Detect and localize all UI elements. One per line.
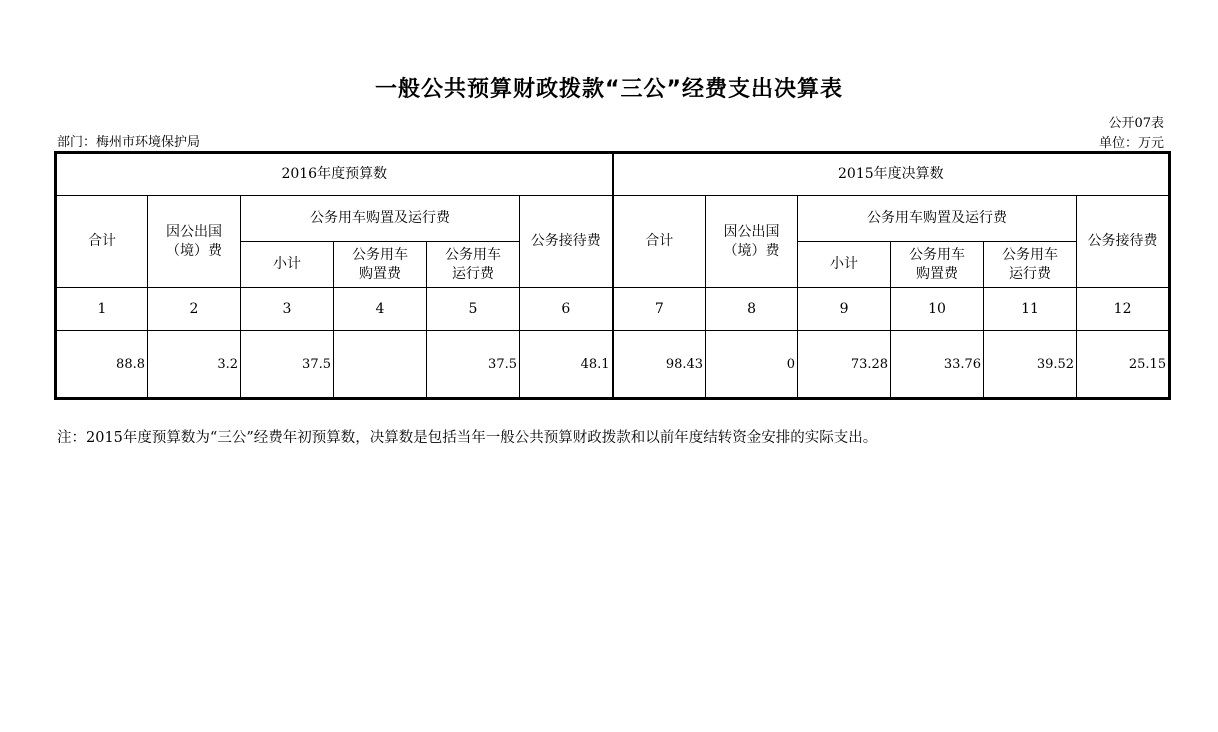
header-operation-2015-line2: 运行费 [1009,265,1052,282]
header-operation-2016-line1: 公务用车 [445,246,501,263]
header-reception-2015: 公务接待费 [1077,196,1170,288]
col-index-cell: 12 [1077,288,1170,331]
data-row [56,331,1170,399]
col-index-cell: 4 [334,288,427,331]
header-vehicle-2016: 公务用车购置及运行费 [241,196,520,242]
header-subtotal-2016: 小计 [241,242,334,288]
value-vehicle-purchase-2016 [334,331,427,399]
header-operation-2016-line2: 运行费 [452,265,494,282]
form-number: 公开07表 [1108,116,1164,131]
column-index-row [56,288,1170,331]
header-total-2016: 合计 [56,196,148,288]
value-total-2016: 88.8 [56,331,148,399]
value-vehicle-subtotal-2015: 73.28 [798,331,891,399]
header-purchase-2015-line2: 购置费 [916,265,959,282]
col-index-cell: 7 [613,288,706,331]
three-public-expenses-table [54,151,1171,400]
header-operation-2015 [984,242,1077,288]
header-total-2015: 合计 [613,196,706,288]
value-vehicle-operation-2016: 37.5 [427,331,520,399]
col-index-cell: 2 [148,288,241,331]
value-reception-2016: 48.1 [520,331,613,399]
col-index-cell: 8 [706,288,798,331]
col-index-cell: 6 [520,288,613,331]
footnote: 注：2015年度预算数为“三公”经费年初预算数，决算数是包括当年一般公共预算财政拨款和以前年度结转资金安排的实际支出。 [57,430,878,446]
col-index-cell: 10 [891,288,984,331]
col-index-cell: 5 [427,288,520,331]
header-row [56,196,1170,242]
value-vehicle-purchase-2015: 33.76 [891,331,984,399]
col-index-cell: 9 [798,288,891,331]
header-purchase-2016-line1: 公务用车 [352,246,408,263]
header-abroad-2016-line1: 因公出国 [166,223,222,240]
group-header-row [56,153,1170,196]
header-purchase-2016 [334,242,427,288]
col-index-cell: 11 [984,288,1077,331]
value-abroad-2015: 0 [706,331,798,399]
group-header-2016: 2016年度预算数 [56,153,613,196]
department-label: 部门：梅州市环境保护局 [57,135,201,150]
header-abroad-2015-line2: （境）费 [723,242,780,259]
col-index-cell: 3 [241,288,334,331]
header-reception-2016: 公务接待费 [520,196,613,288]
header-abroad-2015 [706,196,798,288]
value-vehicle-operation-2015: 39.52 [984,331,1077,399]
header-operation-2016 [427,242,520,288]
unit-label: 单位：万元 [1098,136,1164,151]
page-title: 一般公共预算财政拨款“三公”经费支出决算表 [375,77,843,102]
header-abroad-2016-line2: （境）费 [166,242,222,259]
header-purchase-2015 [891,242,984,288]
value-abroad-2016: 3.2 [148,331,241,399]
header-purchase-2016-line2: 购置费 [359,265,401,282]
header-operation-2015-line1: 公务用车 [1002,246,1059,263]
header-purchase-2015-line1: 公务用车 [909,246,966,263]
col-index-cell: 1 [56,288,148,331]
value-vehicle-subtotal-2016: 37.5 [241,331,334,399]
header-abroad-2015-line1: 因公出国 [723,223,780,240]
value-reception-2015: 25.15 [1077,331,1170,399]
header-vehicle-2015: 公务用车购置及运行费 [798,196,1077,242]
header-subtotal-2015: 小计 [798,242,891,288]
header-abroad-2016 [148,196,241,288]
value-total-2015: 98.43 [613,331,706,399]
group-header-2015: 2015年度决算数 [613,153,1170,196]
